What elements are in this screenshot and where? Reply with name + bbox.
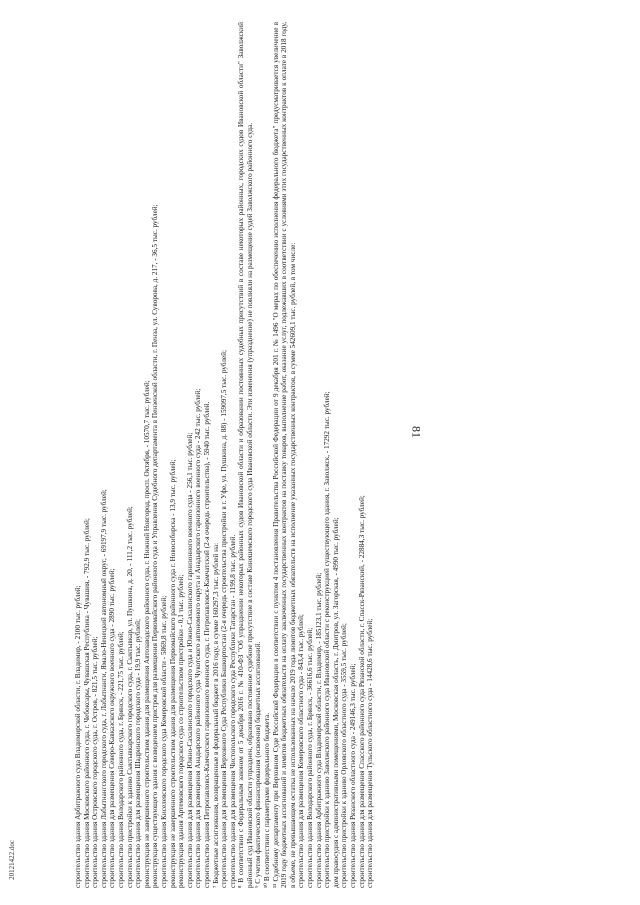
text-line: строительство здания Киселевского городского суда Кемеровской области - 5869,8 тыс. рублей;	[159, 595, 168, 888]
text-line: строительство здания Рязанского областного суда - 249146,3 тыс. рублей;	[349, 663, 357, 888]
text-line: строительство здания для размещения Кемеровского областного суда - 843,4 тыс. рублей;	[297, 614, 306, 888]
text-line: строительство здания Петропавловск-Камчатского гарнизонного военного суда, г. Петропавловск-Камчатский (2-я очередь строительства), - 5940 тыс. рублей.	[202, 401, 211, 888]
footnote-10: ¹⁰ В соответствии с параметрами федерального бюджета.	[263, 712, 272, 888]
text-line: строительство пристройки к зданию Заволжского районного суда Ивановской области с реконструкцией существующего здания, г. Заволжск, - 17292 тыс. рублей;	[323, 391, 332, 888]
text-line: строительство здания Арбитражного суда Владимирской области, г. Владимир, - 185123,1 тыс. рублей;	[314, 572, 323, 888]
footnote-9: ⁹ С учетом фактического финансирования (освоения) бюджетных ассигнований.	[254, 641, 263, 888]
text-line: строительство здания для размещения Тульского областного суда - 14428,6 тыс. рублей;	[366, 618, 375, 888]
text-line: строительство здания для размещения Верховного Суда Республики Башкортостан (2-я очередь строительства пристройки в г. Уфе, ул. Пушкина, д. 88) - 159097,5 тыс. рублей;	[220, 350, 229, 888]
text-line: реконструкция здания Артемовского городского суда со строительством пристройки - 0,1 тыс. рублей;	[177, 574, 186, 888]
text-line: строительство здания Московского районного суда, г. Чебоксары, Чувашская Республика - Чувашия, - 792,9 тыс. рублей;	[82, 518, 91, 888]
page-number: 81	[409, 426, 424, 438]
text-line: строительство здания Арбитражного суда Владимирской области, г. Владимир, - 2100 тыс. рублей;	[74, 585, 82, 888]
text-line: строительство здания для размещения Шадринского городского суда - 19,9 тыс. рублей;	[134, 618, 143, 888]
text-line: дом правосудия с административными помещениями, Московская область, г. Дмитров, ул. Загорская, - 4990 тыс. рублей;	[331, 517, 340, 888]
footnote-11: ¹¹ Судебному департаменту при Верховном Суде Российской Федерации в соответствии с пунктом 4 постановления Правительства Российской Федерации от 9 декабря 201 г. № 1496 "О мерах по обеспечению исполнения федерального бюджета" предусматривается увеличение в 2019 году бюджетных ассигнований и лимитов бюджетных обязательств на оплату заключенных государственных контрактов на поставку товаров, выполнение работ, оказание услуг, подлежавших в соответствии с условиями этих государственных контрактов к оплате в 2018 году, в объеме, не превышающем остатка не использованных на начало 2019 года лимитов бюджетных обязательств на исполнение указанных государственных контрактов, в сумме 542609,1 тыс. рублей, в том числе:	[271, 22, 297, 888]
text-line: реконструкция не завершенного строительством здания для размещения Первомайского районного суда г. Новосибирска - 13,9 тыс. рублей;	[168, 459, 177, 888]
text-line: строительство здания Островского городского суда, г. Остров, - 821,5 тыс. рублей;	[91, 636, 100, 888]
text-line: строительство здания для размещения Спасского районного суда Рязанской области, г. Спасск-Рязанский, - 22884,3 тыс. рублей;	[357, 495, 366, 888]
text-line: строительство здания Лабытнангского городского суда, г. Лабытнанги, Ямало-Ненецкий автономный округ, - 69197,9 тыс. рублей;	[99, 489, 108, 888]
footnote-7: ⁷ Бюджетные ассигнования, возвращенные в федеральный бюджет в 2016 году, в сумме 160297,3 тыс. рублей на:	[211, 542, 220, 888]
document-body	[74, 22, 464, 888]
text-line: строительство пристройки к зданию Сыктывкарского городского суда, г. Сыктывкар, ул. Пушкина, д. 20, - 111,2 тыс. рублей;	[125, 506, 134, 888]
text-line: реконструкция не завершенного строительством здания для размещения Автозаводского районного суда, г. Нижний Новгород, просп. Октября, - 10570,7 тыс. рублей;	[142, 380, 151, 888]
text-line: строительство здания для размещения Чистопольского городского суда Республики Татарстан - 1199,8 тыс. рублей.	[228, 534, 237, 888]
text-line: строительство здания Володарского районного суда, г. Брянск, - 221,75 тыс. рублей;	[116, 631, 125, 888]
text-line: строительство здания для размещения Южно-Сахалинского городского суда и Южно-Сахалинского гарнизонного военного суда - 256,1 тыс. рублей;	[185, 432, 194, 888]
footnote-8: ⁸ В соответствии с Федеральным законом от 5 декабря 2016 г. № 410-ФЗ "Об упразднении некоторых районных судов Ивановской области и образовании постоянных судебных присутствий в составе некоторых районных, городских судов Ивановской области" Заволжский районный суд Ивановской области упразднен, образовано постоянное судебное присутствие в составе Кинешемского городского суда Ивановской области. Эти изменения (упразднение) не повлияли на размещение судей Заволжского районного суда.	[237, 22, 254, 888]
text-line: строительство здания для размещения Северо-Кавказского окружного военного суда - 2890 тыс. рублей;	[108, 568, 117, 888]
text-line: строительство пристройки к зданию Орловского областного суда - 3559,5 тыс. рублей;	[340, 623, 349, 888]
document-body-inner	[74, 22, 464, 888]
text-line: строительство здания Володарского районного суда, г. Брянск, - 36616,6 тыс. рублей;	[306, 627, 315, 888]
document-filename: 20121422.doc	[8, 840, 16, 880]
text-line: реконструкция существующего здания с возведением пристроя для размещения Первомайского районного суда и Управления Судебного департамента в Пензенской области, г. Пенза, ул. Суворова, д. 217, - 36,5 тыс. рублей;	[151, 204, 160, 888]
text-line: строительство здания для размещения Анадырского районного суда Чукотского автономного округа и Анадырского гарнизонного военного суда - 242 тыс. рублей;	[194, 388, 203, 888]
